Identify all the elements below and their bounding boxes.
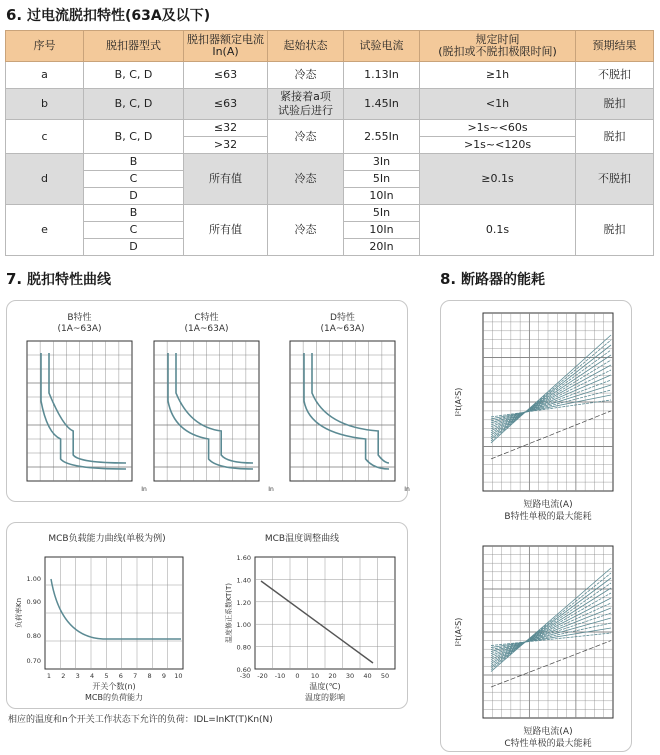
section-8-heading xyxy=(440,269,545,289)
x-tick-label: 2 xyxy=(61,672,66,680)
x-tick-label: 7 xyxy=(133,672,138,680)
table-row xyxy=(6,62,654,89)
table-cell: b xyxy=(6,89,84,120)
y-axis-label: 负荷率Kn xyxy=(15,597,23,629)
table-cell: 所有值 xyxy=(184,154,268,205)
table-cell: ≤32 xyxy=(184,120,268,137)
section-title: 过电流脱扣特性(63A及以下) xyxy=(27,8,211,24)
table-cell: 紧接着a项 试验后进行 xyxy=(268,89,344,120)
table-row xyxy=(6,120,654,137)
y-tick-label: 1.40 xyxy=(236,576,251,585)
x-tick-label: -30 xyxy=(239,672,251,680)
table-cell: 2.55In xyxy=(344,120,420,154)
trip-curves-graphic xyxy=(7,301,410,501)
section-title: 脱扣特性曲线 xyxy=(27,272,112,288)
table-cell: >1s~<120s xyxy=(420,137,576,154)
x-tick-label: -20 xyxy=(257,672,268,680)
y-tick-label: 1.00 xyxy=(26,575,41,583)
x-tick-label: 5 xyxy=(104,672,109,680)
column-header: 试验电流 xyxy=(344,31,420,62)
x-tick-label: 10 xyxy=(174,672,183,680)
curve-title: D特性 xyxy=(330,313,355,323)
y-axis-label: I²t(A²S) xyxy=(454,387,463,417)
table-cell: 脱扣 xyxy=(576,120,654,154)
trip-curve-chart xyxy=(27,341,147,493)
table-cell: D xyxy=(84,188,184,205)
column-header: 起始状态 xyxy=(268,31,344,62)
table-cell: 冷态 xyxy=(268,205,344,256)
trip-curves-panel xyxy=(6,300,408,502)
y-tick-label: 0.80 xyxy=(26,632,41,640)
table-row xyxy=(6,205,654,222)
curve-title: B特性 xyxy=(67,313,92,323)
trip-curve-chart xyxy=(154,341,274,493)
section-number: 6. xyxy=(6,6,23,24)
x-tick-label: 0 xyxy=(295,672,300,680)
table-cell: 5In xyxy=(344,205,420,222)
section-7-heading xyxy=(6,269,111,289)
curve-range: (1A~63A) xyxy=(184,324,229,334)
y-tick-label: 1.00 xyxy=(236,621,251,630)
table-cell: 脱扣 xyxy=(576,205,654,256)
x-tick-label: 1 xyxy=(46,672,52,680)
table-cell: 3In xyxy=(344,154,420,171)
section-number: 8. xyxy=(440,270,457,288)
x-tick-label: 20 xyxy=(328,672,337,680)
table-cell: 5In xyxy=(344,171,420,188)
y-tick-label: 0.70 xyxy=(26,657,41,665)
table-cell: B, C, D xyxy=(84,120,184,154)
y-tick-label: 1.60 xyxy=(236,554,251,562)
table-cell: 20In xyxy=(344,239,420,256)
x-tick-label: 30 xyxy=(345,672,355,680)
trip-curve-chart xyxy=(290,341,410,493)
chart-caption: MCB的负荷能力 xyxy=(85,693,143,702)
table-cell: <1h xyxy=(420,89,576,120)
energy-panel xyxy=(440,300,632,752)
table-cell: e xyxy=(6,205,84,256)
section-6-heading xyxy=(6,5,210,25)
chart-caption: C特性单极的最大能耗 xyxy=(504,739,592,749)
table-cell: 脱扣 xyxy=(576,89,654,120)
table-cell: 不脱扣 xyxy=(576,154,654,205)
x-axis-label: 温度(℃) xyxy=(309,682,341,691)
x-unit-label: In xyxy=(404,486,410,493)
table-cell: 冷态 xyxy=(268,62,344,89)
table-cell: ≤63 xyxy=(184,89,268,120)
x-axis-label: 短路电流(A) xyxy=(523,727,573,737)
table-cell: 不脱扣 xyxy=(576,62,654,89)
curve-title: C特性 xyxy=(194,313,219,323)
table-cell: c xyxy=(6,120,84,154)
table-body xyxy=(6,62,654,256)
x-tick-label: 9 xyxy=(161,672,167,680)
chart-caption: B特性单极的最大能耗 xyxy=(504,512,592,522)
y-axis-label: 温度修正系数KT(T) xyxy=(225,582,233,644)
temp-chart-title: MCB温度调整曲线 xyxy=(264,534,340,544)
x-tick-label: 50 xyxy=(380,672,390,680)
section-title: 断路器的能耗 xyxy=(461,272,546,288)
table-cell: 冷态 xyxy=(268,154,344,205)
x-unit-label: In xyxy=(141,486,147,493)
table-cell: a xyxy=(6,62,84,89)
curve-range: (1A~63A) xyxy=(320,324,365,334)
column-header: 序号 xyxy=(6,31,84,62)
column-header: 脱扣器型式 xyxy=(84,31,184,62)
table-cell: D xyxy=(84,239,184,256)
y-tick-label: 1.20 xyxy=(236,598,251,607)
table-cell: 所有值 xyxy=(184,205,268,256)
table-row xyxy=(6,154,654,171)
x-unit-label: In xyxy=(268,486,274,493)
table-cell: B, C, D xyxy=(84,89,184,120)
table-cell: 1.13In xyxy=(344,62,420,89)
x-tick-label: 6 xyxy=(118,672,123,680)
load-temp-panel xyxy=(6,522,408,709)
table-cell: 1.45In xyxy=(344,89,420,120)
x-tick-label: 4 xyxy=(90,672,95,680)
table-cell: 10In xyxy=(344,188,420,205)
load-chart-title: MCB负载能力曲线(单极为例) xyxy=(48,534,166,544)
overcurrent-trip-table xyxy=(5,30,654,256)
table-cell: ≥0.1s xyxy=(420,154,576,205)
table-cell: C xyxy=(84,222,184,239)
table-cell: ≥1h xyxy=(420,62,576,89)
table-cell: 冷态 xyxy=(268,120,344,154)
table-cell: >1s~<60s xyxy=(420,120,576,137)
y-tick-label: 0.80 xyxy=(236,643,251,652)
column-header: 规定时间 (脱扣或不脱扣极限时间) xyxy=(420,31,576,62)
x-tick-label: 40 xyxy=(363,672,372,680)
y-tick-label: 0.60 xyxy=(236,666,251,674)
table-cell: 10In xyxy=(344,222,420,239)
table-row xyxy=(6,89,654,120)
y-axis-label: I²t(A²S) xyxy=(454,617,463,647)
y-tick-label: 0.90 xyxy=(26,598,41,606)
chart-caption: 温度的影响 xyxy=(305,693,345,702)
load-temp-graphic xyxy=(7,523,407,708)
x-axis-label: 短路电流(A) xyxy=(523,500,573,510)
table-cell: C xyxy=(84,171,184,188)
section-number: 7. xyxy=(6,270,23,288)
curve-range: (1A~63A) xyxy=(57,324,102,334)
table-cell: B, C, D xyxy=(84,62,184,89)
x-tick-label: 3 xyxy=(75,672,80,680)
column-header: 预期结果 xyxy=(576,31,654,62)
table-cell: >32 xyxy=(184,137,268,154)
table-cell: B xyxy=(84,205,184,222)
table-cell: 0.1s xyxy=(420,205,576,256)
x-tick-label: -10 xyxy=(274,672,286,680)
load-formula: 相应的温度和n个开关工作状态下允许的负荷：IDL=InKT(T)Kn(N) xyxy=(8,715,273,725)
x-tick-label: 8 xyxy=(147,672,152,680)
table-header-row xyxy=(6,31,654,62)
table-cell: ≤63 xyxy=(184,62,268,89)
table-cell: d xyxy=(6,154,84,205)
table-cell: B xyxy=(84,154,184,171)
x-tick-label: 10 xyxy=(310,672,320,680)
column-header: 脱扣器额定电流 In(A) xyxy=(184,31,268,62)
energy-graphic xyxy=(441,301,631,751)
x-axis-label: 开关个数(n) xyxy=(92,682,136,691)
